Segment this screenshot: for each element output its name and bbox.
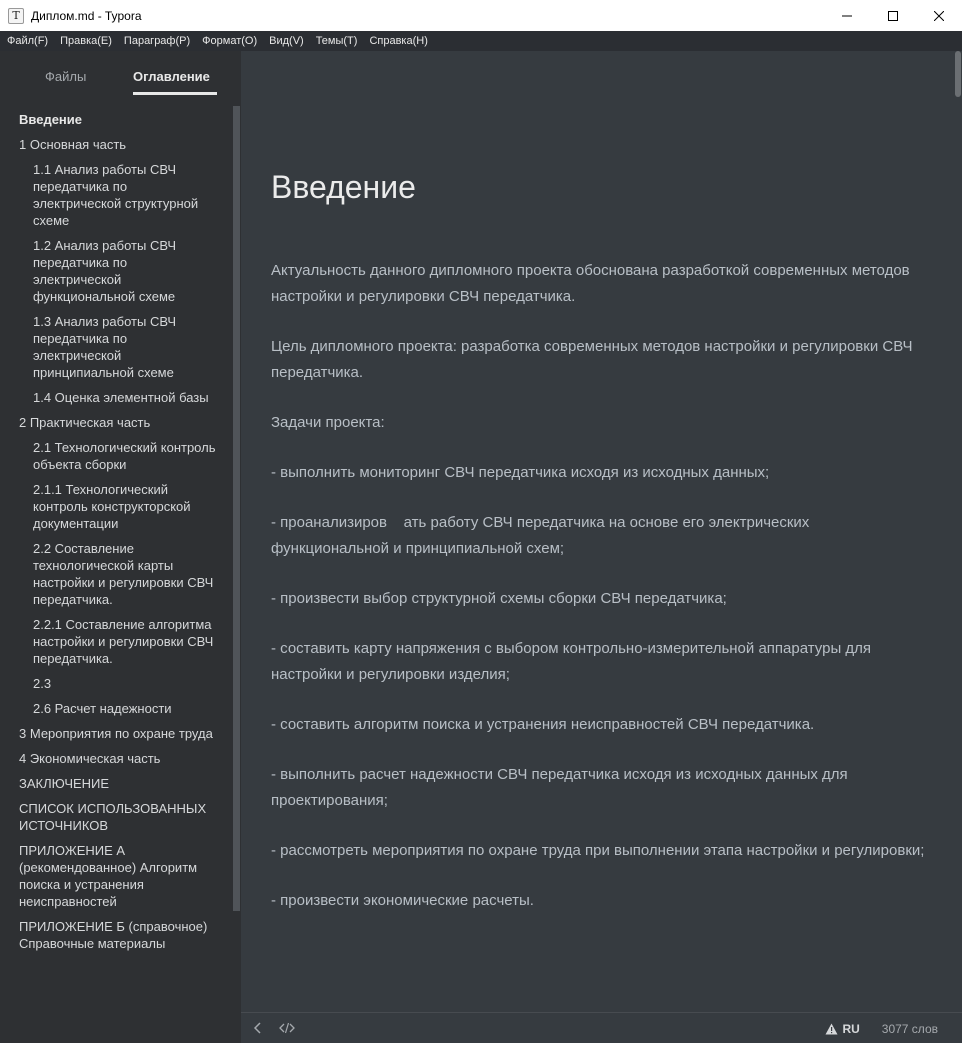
menu-themes[interactable]: Темы(T) — [315, 35, 358, 47]
chevron-left-icon[interactable] — [253, 1022, 263, 1034]
outline-item[interactable]: 1 Основная часть — [19, 137, 127, 152]
word-count[interactable]: 3077 слов — [881, 1021, 938, 1036]
outline-item[interactable]: 2 Практическая часть — [19, 415, 151, 430]
outline-item[interactable]: 2.3 — [33, 676, 52, 691]
outline-item[interactable]: 2.1.1 Технологический контроль конструкторской документации — [33, 482, 191, 531]
outline-item[interactable]: ЗАКЛЮЧЕНИЕ — [19, 776, 110, 791]
sidebar — [0, 51, 241, 1043]
outline-item[interactable]: ПРИЛОЖЕНИЕ Б (справочное) Справочные материалы — [19, 919, 208, 951]
menu-view[interactable]: Вид(V) — [269, 35, 304, 47]
document-paragraph[interactable]: - выполнить мониторинг СВЧ передатчика исходя из исходных данных; — [271, 464, 770, 481]
menu-paragraph[interactable]: Параграф(P) — [123, 35, 191, 47]
window-title: Диплом.md - Typora — [31, 8, 142, 23]
minimize-icon — [842, 11, 852, 21]
menu-format[interactable]: Формат(O) — [202, 35, 258, 47]
code-icon[interactable] — [279, 1022, 295, 1034]
document-paragraph[interactable]: - составить карту напряжения с выбором контрольно-измерительной аппаратуры для настройки и регулировки изделия; — [271, 640, 876, 683]
paragraphs — [271, 258, 931, 914]
outline-item[interactable]: 1.1 Анализ работы СВЧ передатчика по электрической структурной схеме — [33, 162, 199, 228]
document-heading[interactable]: Введение — [271, 169, 416, 205]
editor-scrollbar[interactable] — [953, 51, 962, 1012]
window-controls — [824, 0, 962, 31]
document-content — [271, 169, 931, 938]
sidebar-scrollbar[interactable] — [233, 106, 240, 911]
warning-icon[interactable] — [825, 1023, 838, 1035]
maximize-icon — [888, 11, 898, 21]
outline-item[interactable]: 2.6 Расчет надежности — [33, 701, 172, 716]
document-paragraph[interactable]: Цель дипломного проекта: разработка современных методов настройки и регулировки СВЧ передатчика. — [271, 338, 917, 381]
menu-bar — [0, 31, 962, 51]
tab-outline[interactable]: Оглавление — [133, 69, 210, 84]
outline-list — [0, 111, 232, 960]
editor-scrollbar-thumb[interactable] — [955, 51, 961, 97]
menu-help[interactable]: Справка(H) — [369, 35, 428, 47]
outline-item[interactable]: 2.1 Технологический контроль объекта сборки — [33, 440, 216, 472]
document-paragraph[interactable]: - произвести выбор структурной схемы сборки СВЧ передатчика; — [271, 590, 727, 607]
outline-item[interactable]: 2.2.1 Составление алгоритма настройки и регулировки СВЧ передатчика. — [33, 617, 214, 666]
document-paragraph[interactable]: - выполнить расчет надежности СВЧ передатчика исходя из исходных данных для проектирования; — [271, 766, 852, 809]
outline-item[interactable]: ПРИЛОЖЕНИЕ А (рекомендованное) Алгоритм поиска и устранения неисправностей — [19, 843, 198, 909]
document-paragraph[interactable]: - рассмотреть мероприятия по охране труда при выполнении этапа настройки и регулировки; — [271, 842, 925, 859]
document-paragraph[interactable]: Актуальность данного дипломного проекта обоснована разработкой современных методов настройки и регулировки СВЧ передатчика. — [271, 262, 914, 305]
outline-item[interactable]: 3 Мероприятия по охране труда — [19, 726, 213, 741]
outline-item[interactable]: СПИСОК ИСПОЛЬЗОВАННЫХ ИСТОЧНИКОВ — [19, 801, 207, 833]
close-button[interactable] — [916, 0, 962, 31]
outline-item[interactable]: 1.3 Анализ работы СВЧ передатчика по электрической принципиальной схеме — [33, 314, 177, 380]
close-icon — [934, 11, 944, 21]
outline-item[interactable]: 1.2 Анализ работы СВЧ передатчика по электрической функциональной схеме — [33, 238, 177, 304]
status-right — [825, 1013, 938, 1043]
document-paragraph[interactable]: - произвести экономические расчеты. — [271, 892, 534, 909]
maximize-button[interactable] — [870, 0, 916, 31]
outline-item[interactable]: 4 Экономическая часть — [19, 751, 161, 766]
document-paragraph[interactable]: - составить алгоритм поиска и устранения неисправностей СВЧ передатчика. — [271, 716, 815, 733]
menu-file[interactable]: Файл(F) — [7, 35, 49, 47]
outline-item[interactable]: Введение — [19, 112, 82, 127]
editor[interactable] — [241, 51, 962, 1012]
title-bar — [0, 0, 962, 31]
active-tab-underline — [133, 92, 217, 95]
document-paragraph[interactable]: Задачи проекта: — [271, 414, 385, 431]
language-indicator[interactable]: RU — [842, 1021, 860, 1036]
minimize-button[interactable] — [824, 0, 870, 31]
typora-app-icon: T — [8, 8, 24, 24]
document-paragraph[interactable]: - проанализиров ать работу СВЧ передатчика на основе его электрических функциональной и принципиальной схем; — [271, 514, 814, 557]
status-bar — [241, 1012, 962, 1043]
outline-item[interactable]: 2.2 Составление технологической карты настройки и регулировки СВЧ передатчика. — [33, 541, 214, 607]
menu-edit[interactable]: Правка(E) — [60, 35, 112, 47]
tab-files[interactable]: Файлы — [45, 69, 87, 84]
outline-item[interactable]: 1.4 Оценка элементной базы — [33, 390, 209, 405]
sidebar-tabs — [0, 51, 241, 103]
